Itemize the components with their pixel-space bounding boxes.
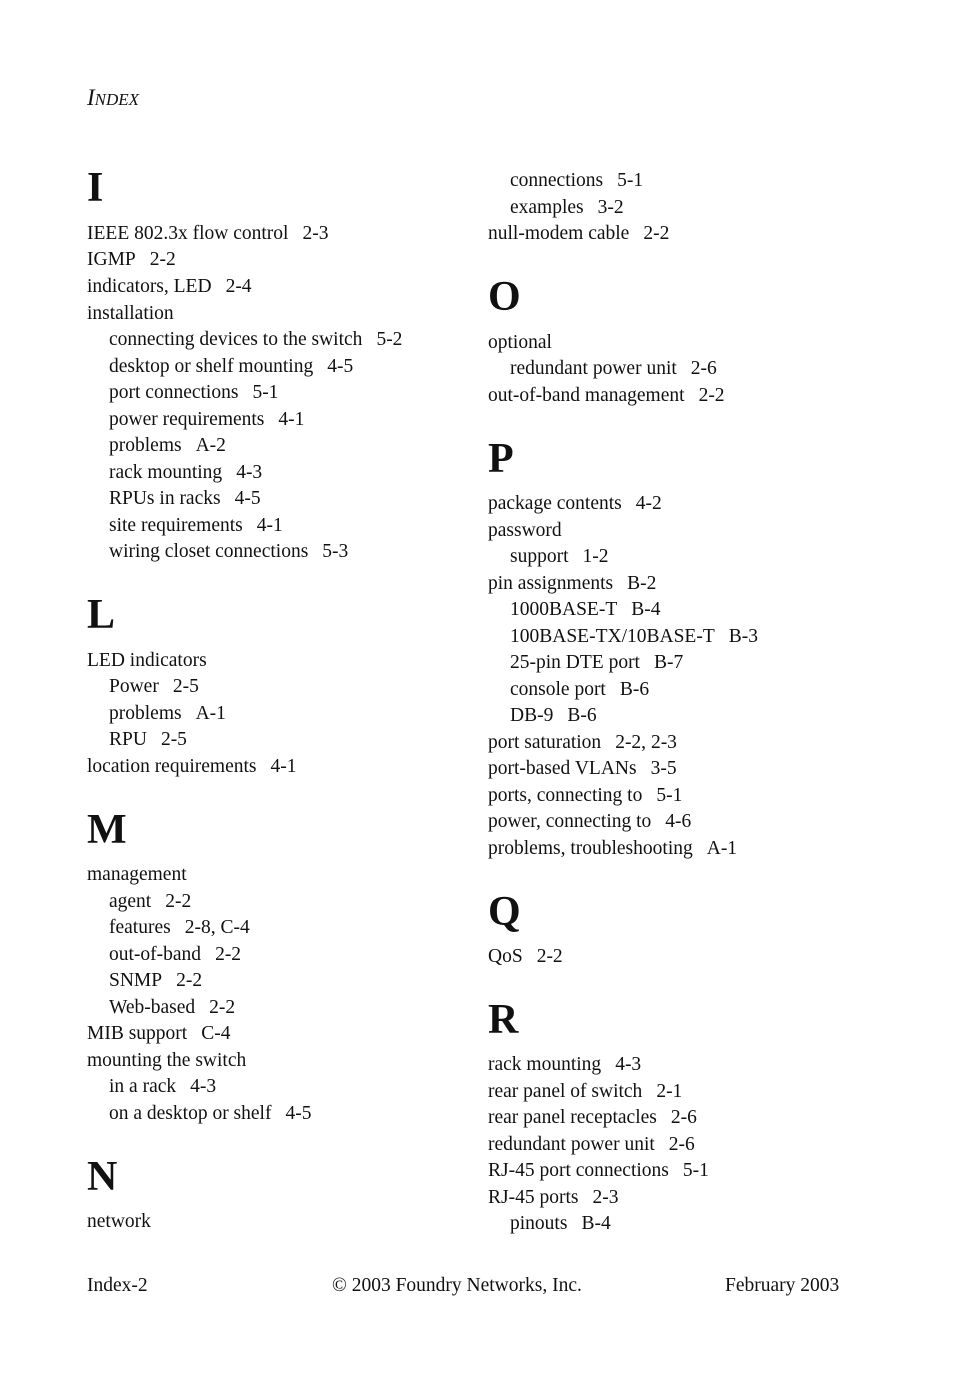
index-entry: QoS 2-2 bbox=[488, 946, 563, 967]
index-subentry: problems A-1 bbox=[109, 703, 226, 724]
index-entry: password bbox=[488, 520, 562, 541]
running-head bbox=[87, 84, 139, 114]
index-entry: indicators, LED 2-4 bbox=[87, 276, 252, 297]
index-subentry: pinouts B-4 bbox=[510, 1213, 611, 1234]
index-entry: ports, connecting to 5-1 bbox=[488, 785, 683, 806]
section-letter-o: O bbox=[488, 274, 521, 320]
index-subentry: console port B-6 bbox=[510, 679, 650, 700]
footer-copyright: © 2003 Foundry Networks, Inc. bbox=[332, 1275, 582, 1296]
index-entry: problems, troubleshooting A-1 bbox=[488, 838, 738, 859]
index-subentry: agent 2-2 bbox=[109, 891, 192, 912]
index-subentry: port connections 5-1 bbox=[109, 382, 279, 403]
index-subentry: site requirements 4-1 bbox=[109, 515, 283, 536]
index-subentry: out-of-band 2-2 bbox=[109, 944, 242, 965]
section-letter-p: P bbox=[488, 436, 514, 482]
index-subentry: features 2-8, C-4 bbox=[109, 917, 250, 938]
section-letter-q: Q bbox=[488, 889, 521, 935]
index-entry: network bbox=[87, 1211, 151, 1232]
index-subentry: redundant power unit 2-6 bbox=[510, 358, 717, 379]
index-entry: port saturation 2-2, 2-3 bbox=[488, 732, 677, 753]
index-entry: rack mounting 4-3 bbox=[488, 1054, 642, 1075]
index-entry: power, connecting to 4-6 bbox=[488, 811, 692, 832]
index-entry: MIB support C-4 bbox=[87, 1023, 231, 1044]
index-entry: RJ-45 ports 2-3 bbox=[488, 1187, 619, 1208]
index-subentry: Power 2-5 bbox=[109, 676, 199, 697]
index-entry: location requirements 4-1 bbox=[87, 756, 297, 777]
index-entry: out-of-band management 2-2 bbox=[488, 385, 725, 406]
section-letter-l: L bbox=[87, 592, 116, 638]
index-entry: mounting the switch bbox=[87, 1050, 247, 1071]
index-subentry: rack mounting 4-3 bbox=[109, 462, 263, 483]
footer-page-number: Index-2 bbox=[87, 1275, 148, 1296]
section-letter-n: N bbox=[87, 1154, 118, 1200]
index-entry: optional bbox=[488, 332, 552, 353]
section-letter-m: M bbox=[87, 807, 127, 853]
index-entry: installation bbox=[87, 303, 174, 324]
index-subentry: examples 3-2 bbox=[510, 197, 624, 218]
index-subentry: in a rack 4-3 bbox=[109, 1076, 217, 1097]
index-subentry: 1000BASE-T B-4 bbox=[510, 599, 661, 620]
index-subentry: power requirements 4-1 bbox=[109, 409, 305, 430]
running-head-initial: I bbox=[87, 85, 95, 110]
index-entry: redundant power unit 2-6 bbox=[488, 1134, 695, 1155]
index-subentry: 100BASE-TX/10BASE-T B-3 bbox=[510, 626, 758, 647]
index-subentry: connecting devices to the switch 5-2 bbox=[109, 329, 403, 350]
index-subentry: on a desktop or shelf 4-5 bbox=[109, 1103, 312, 1124]
index-subentry: RPUs in racks 4-5 bbox=[109, 488, 261, 509]
index-subentry: desktop or shelf mounting 4-5 bbox=[109, 356, 354, 377]
index-subentry: RPU 2-5 bbox=[109, 729, 187, 750]
index-subentry: problems A-2 bbox=[109, 435, 226, 456]
index-subentry: support 1-2 bbox=[510, 546, 609, 567]
footer-date: February 2003 bbox=[725, 1275, 840, 1296]
running-head-rest: NDEX bbox=[94, 90, 140, 109]
index-entry: management bbox=[87, 864, 187, 885]
index-subentry: 25-pin DTE port B-7 bbox=[510, 652, 684, 673]
index-entry: rear panel receptacles 2-6 bbox=[488, 1107, 697, 1128]
section-letter-r: R bbox=[488, 997, 519, 1043]
section-letter-i: I bbox=[87, 165, 104, 211]
index-entry: LED indicators bbox=[87, 650, 207, 671]
index-entry: pin assignments B-2 bbox=[488, 573, 657, 594]
index-subentry: DB-9 B-6 bbox=[510, 705, 597, 726]
index-entry: package contents 4-2 bbox=[488, 493, 662, 514]
index-entry: IEEE 802.3x flow control 2-3 bbox=[87, 223, 329, 244]
index-entry: RJ-45 port connections 5-1 bbox=[488, 1160, 709, 1181]
index-entry: IGMP 2-2 bbox=[87, 249, 176, 270]
index-entry: port-based VLANs 3-5 bbox=[488, 758, 677, 779]
index-entry: rear panel of switch 2-1 bbox=[488, 1081, 683, 1102]
index-subentry: connections 5-1 bbox=[510, 170, 644, 191]
index-entry: null-modem cable 2-2 bbox=[488, 223, 670, 244]
index-subentry: wiring closet connections 5-3 bbox=[109, 541, 349, 562]
index-subentry: SNMP 2-2 bbox=[109, 970, 203, 991]
index-subentry: Web-based 2-2 bbox=[109, 997, 236, 1018]
